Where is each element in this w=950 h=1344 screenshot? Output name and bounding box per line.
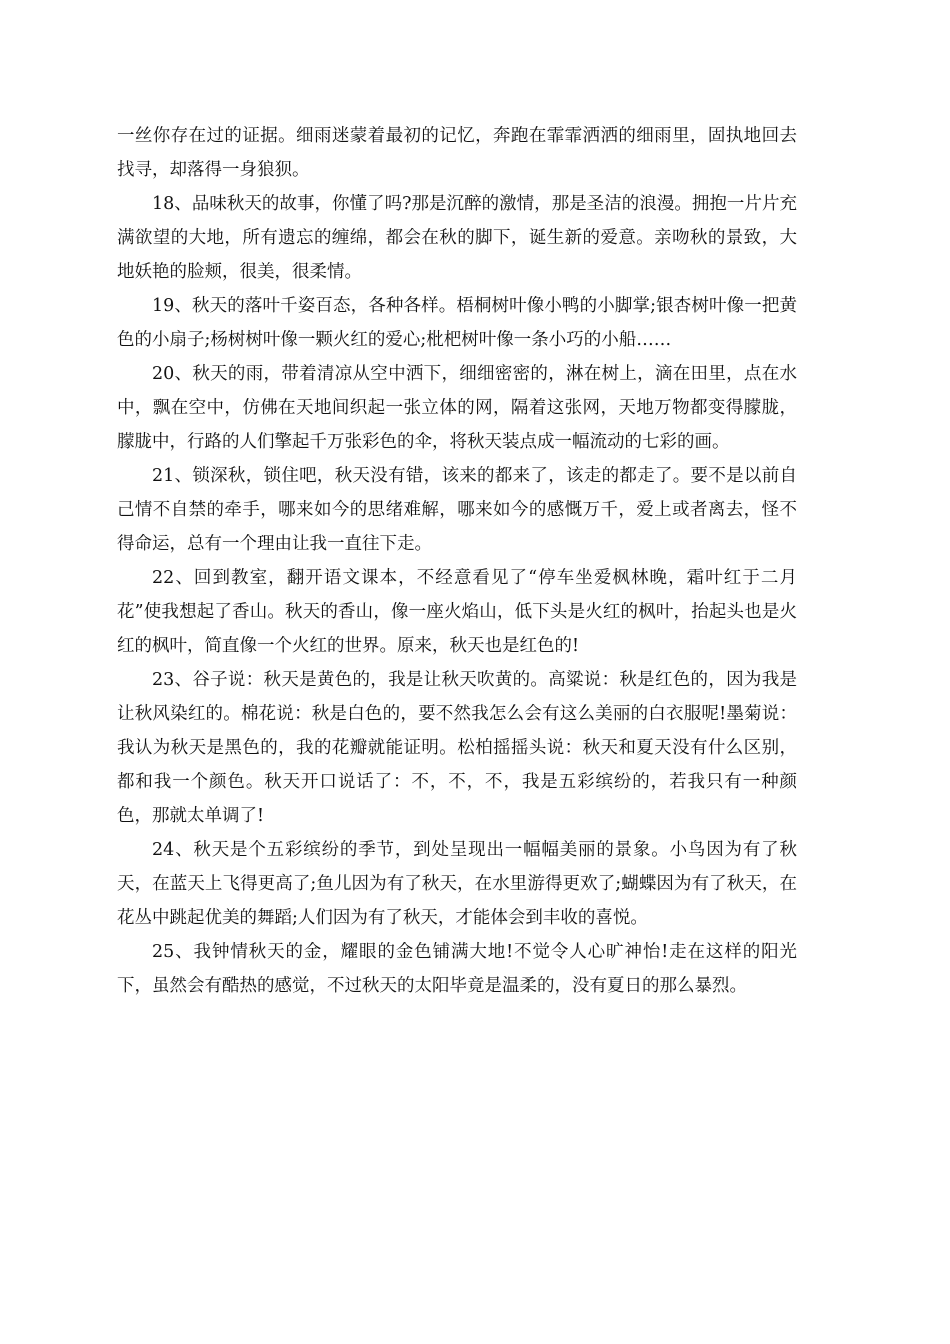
paragraph-23: 23、谷子说：秋天是黄色的，我是让秋天吹黄的。高粱说：秋是红色的，因为我是让秋风染红的。棉花说：秋是白色的，要不然我怎么会有这么美丽的白衣服呢!墨菊说：我认为秋天是黑色的，我的花瓣就能证明。松柏摇摇头说：秋天和夏天没有什么区别，都和我一个颜色。秋天开口说话了：不，不，不，我是五彩缤纷的，若我只有一种颜色，那就太单调了! xyxy=(117,670,797,826)
paragraph-20: 20、秋天的雨，带着清凉从空中洒下，细细密密的，淋在树上，滴在田里，点在水中，飘在空中，仿佛在天地间织起一张立体的网，隔着这张网，天地万物都变得朦胧，朦胧中，行路的人们擎起千万张彩色的伞，将秋天装点成一幅流动的七彩的画。 xyxy=(117,364,797,452)
paragraph-22: 22、回到教室，翻开语文课本，不经意看见了“停车坐爱枫林晚，霜叶红于二月花”使我想起了香山。秋天的香山，像一座火焰山，低下头是火红的枫叶，抬起头也是火红的枫叶，简直像一个火红的世界。原来，秋天也是红色的! xyxy=(117,568,797,656)
paragraph-21: 21、锁深秋，锁住吧，秋天没有错，该来的都来了，该走的都走了。要不是以前自己情不自禁的牵手，哪来如今的思绪难解，哪来如今的感慨万千，爱上或者离去，怪不得命运，总有一个理由让我一直往下走。 xyxy=(117,466,797,554)
paragraph-18: 18、品味秋天的故事，你懂了吗?那是沉醉的激情，那是圣洁的浪漫。拥抱一片片充满欲望的大地，所有遗忘的缠绵，都会在秋的脚下，诞生新的爱意。亲吻秋的景致，大地妖艳的脸颊，很美，很柔情。 xyxy=(117,194,797,282)
paragraph-24: 24、秋天是个五彩缤纷的季节，到处呈现出一幅幅美丽的景象。小鸟因为有了秋天，在蓝天上飞得更高了;鱼儿因为有了秋天，在水里游得更欢了;蝴蝶因为有了秋天，在花丛中跳起优美的舞蹈;人们因为有了秋天，才能体会到丰收的喜悦。 xyxy=(117,840,797,928)
paragraph-25: 25、我钟情秋天的金，耀眼的金色铺满大地!不觉令人心旷神怡!走在这样的阳光下，虽然会有酷热的感觉，不过秋天的太阳毕竟是温柔的，没有夏日的那么暴烈。 xyxy=(117,942,797,996)
paragraph-continuation: 一丝你存在过的证据。细雨迷蒙着最初的记忆，奔跑在霏霏洒洒的细雨里，固执地回去找寻，却落得一身狼狈。 xyxy=(117,126,797,180)
paragraph-19: 19、秋天的落叶千姿百态，各种各样。梧桐树叶像小鸭的小脚掌;银杏树叶像一把黄色的小扇子;杨树树叶像一颗火红的爱心;枇杷树叶像一条小巧的小船…… xyxy=(117,296,797,350)
document-body xyxy=(117,119,797,1003)
